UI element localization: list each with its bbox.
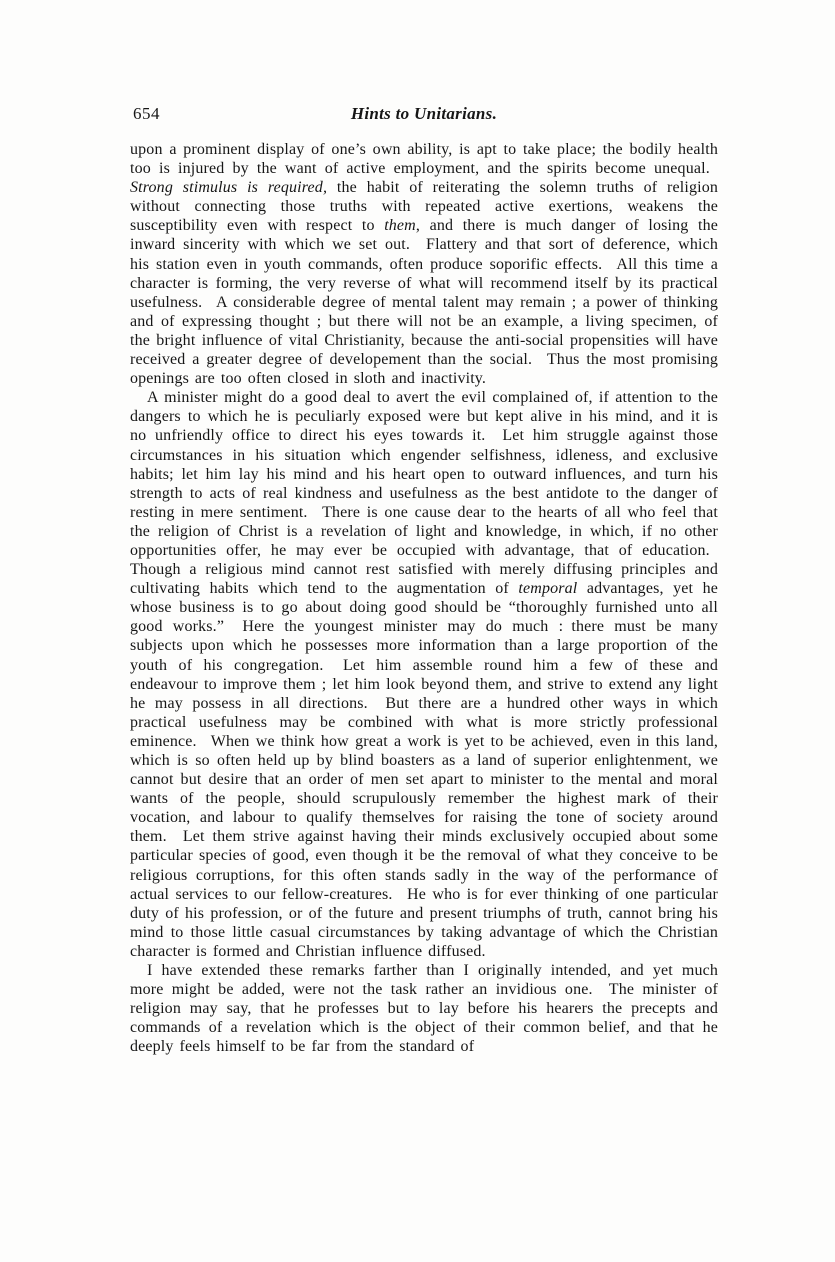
italic-text-run: them (384, 217, 416, 235)
page-number: 654 (133, 104, 160, 123)
page-header (130, 104, 718, 126)
italic-text-run: temporal (518, 580, 578, 598)
text-run: upon a prominent display of one’s own ability, is apt to take place; the bodily health too is injured by the want of active employment, and the spirits become unequal. (130, 141, 718, 178)
paragraph (130, 961, 718, 1056)
text-run: the habit of reiterating the solemn truths of religion without connecting those truths with repeated active exertions, weakens the susceptibility even with respect to (130, 179, 719, 235)
text-run: , and there is much danger of losing the inward sincerity with which we set out. Flattery and that sort of deference, which his station even in youth commands, often produce soporific effects. All this time a character is forming, the very reverse of what will recommend itself by its practical usefulness. A considerable degree of mental talent may remain ; a power of thinking and of expressing thought ; but there will not be an example, a living specimen, of the bright influence of vital Christianity, because the anti-social propensities will have received a greater degree of developement than the social. Thus the most promising openings are too often closed in sloth and inactivity. (130, 217, 718, 388)
text-run: I have extended these remarks farther than I originally intended, and yet much more might be added, were not the task rather an invidious one. The minister of religion may say, that he professes but to lay before his hearers the precepts and commands of a revelation which is the object of their common belief, and that he deeply feels himself to be far from the standard of (130, 962, 718, 1056)
paragraph (130, 140, 718, 388)
italic-text-run: Strong stimulus is required, (130, 179, 328, 197)
page-body-text (130, 140, 718, 1057)
running-title: Hints to Unitarians. (350, 104, 498, 123)
paragraph (130, 388, 718, 961)
text-run: A minister might do a good deal to avert the evil complained of, if attention to the dangers to which he is peculiarly exposed were but kept alive in his mind, and it is no unfriendly office to direct his eyes towards it. Let him struggle against those circumstances in his situation which engender selfishness, idleness, and exclusive habits; let him lay his mind and his heart open to outward influences, and turn his strength to acts of real kindness and usefulness as the best antidote to the danger of resting in mere sentiment. There is one cause dear to the hearts of all who feel that the religion of Christ is a revelation of light and knowledge, in which, if no other opportunities offer, he may ever be occupied with advantage, that of education. Though a religious mind cannot rest satisfied with merely diffusing principles and cultivating habits which tend to the augmentation of (130, 389, 718, 598)
text-run: advantages, yet he whose business is to go about doing good should be “thoroughly furnished unto all good works.” Here the youngest minister may do much : there must be many subjects upon which he possesses more information than a large proportion of the youth of his congregation. Let him assemble round him a few of these and endeavour to improve them ; let him look beyond them, and strive to extend any light he may possess in all directions. But there are a hundred other ways in which practical usefulness may be combined with what is more strictly professional eminence. When we think how great a work is yet to be achieved, even in this land, which is so often held up by blind boasters as a land of superior enlightenment, we cannot but desire that an order of men set apart to minister to the mental and moral wants of the people, should scrupulously remember the highest mark of their vocation, and labour to qualify themselves for raising the tone of society around them. Let them strive against having their minds exclusively occupied about some particular species of good, even though it be the removal of what they conceive to be religious corruptions, for this often stands sadly in the way of the performance of actual services to our fellow-creatures. He who is for ever thinking of one particular duty of his profession, or of the future and present triumphs of truth, cannot bring his mind to those little casual circumstances by taking advantage of which the Christian character is formed and Christian influence diffused. (130, 580, 718, 960)
